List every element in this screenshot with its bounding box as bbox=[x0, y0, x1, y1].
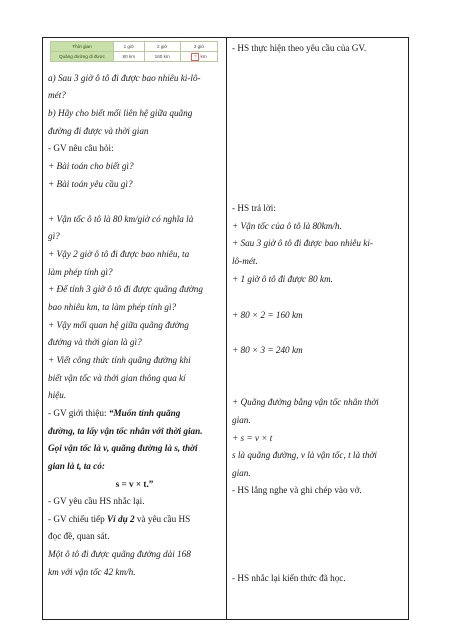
example-2-label: Ví dụ 2 bbox=[107, 514, 135, 524]
question-relation: + Vậy mối quan hệ giữa quãng đường bbox=[48, 320, 189, 330]
answer-3h-calc: + 80 × 3 = 240 km bbox=[232, 345, 303, 355]
answer-1h: + 1 giờ ô tô đi được 80 km. bbox=[232, 274, 333, 284]
gv-example-label: - GV chiếu tiếp bbox=[48, 514, 108, 524]
example-problem-line1: Một ô tô đi được quãng đường dài 168 bbox=[48, 549, 191, 559]
time-cell: 3 giờ bbox=[180, 42, 217, 52]
question-a-line1: a) Sau 3 giờ ô tô đi được bao nhiêu ki-lô- bbox=[48, 73, 201, 83]
unit-label: km bbox=[200, 53, 207, 59]
answer-3h-question-2: lô-mét. bbox=[232, 256, 258, 266]
rule-text-start: “Muốn tính quãng bbox=[108, 408, 181, 418]
question-a-line2: mét? bbox=[48, 90, 66, 100]
question-speed-meaning-2: gì? bbox=[48, 231, 60, 241]
rule-text-line3: Gọi vận tốc là v, quãng đường là s, thời bbox=[48, 443, 198, 453]
distance-row bbox=[51, 52, 218, 62]
question-given: + Bài toán cho biết gì? bbox=[48, 161, 134, 171]
time-cell: 1 giờ bbox=[114, 42, 145, 52]
answer-relation-2: gian. bbox=[232, 415, 251, 425]
time-distance-table bbox=[50, 41, 218, 62]
time-header: Thời gian bbox=[51, 42, 114, 52]
gv-intro-label: - GV giới thiệu: bbox=[48, 408, 109, 418]
hs-answer-label: - HS trả lời: bbox=[232, 203, 276, 213]
teacher-column bbox=[43, 38, 226, 619]
answer-relation: + Quãng đường bằng vận tốc nhân thời bbox=[232, 397, 379, 407]
gv-example-rest: và yêu cầu HS bbox=[134, 514, 191, 524]
formula-s-v-t: s = v × t.” bbox=[115, 479, 154, 489]
student-column bbox=[227, 38, 409, 619]
rule-text-line2: đường, ta lấy vận tốc nhân với thời gian. bbox=[48, 426, 203, 436]
question-3h-2: bao nhiêu km, ta làm phép tính gì? bbox=[48, 302, 177, 312]
question-asked: + Bài toán yêu cầu gì? bbox=[48, 179, 133, 189]
example-problem-line2: km với vận tốc 42 km/h. bbox=[48, 567, 136, 577]
hs-listen-note: - HS lắng nghe và ghi chép vào vở. bbox=[232, 485, 362, 495]
question-relation-2: đường và thời gian là gì? bbox=[48, 337, 142, 347]
hs-follow-gv: - HS thực hiện theo yêu cầu của GV. bbox=[232, 43, 367, 53]
question-formula-3: hiệu. bbox=[48, 390, 67, 400]
gv-repeat-request: - GV yêu cầu HS nhắc lại. bbox=[48, 496, 145, 506]
question-2h: + Vậy 2 giờ ô tô đi được bao nhiêu, ta bbox=[48, 249, 190, 259]
unknown-box: ? bbox=[191, 53, 199, 61]
rule-text-line4: gian là t, ta có: bbox=[48, 461, 105, 471]
time-cell: 2 giờ bbox=[144, 42, 180, 52]
gv-intro-line bbox=[48, 407, 222, 419]
question-formula-2: biết vận tốc và thời gian thông qua kí bbox=[48, 373, 186, 383]
answer-formula-explain: s là quãng đường, v là vận tốc, t là thời bbox=[232, 450, 377, 460]
question-2h-2: làm phép tính gì? bbox=[48, 267, 113, 277]
question-formula: + Viết công thức tính quãng đường khi bbox=[48, 355, 191, 365]
gv-example-line bbox=[48, 513, 222, 525]
gv-question-intro: - GV nêu câu hỏi: bbox=[48, 143, 114, 153]
distance-cell: 80 km bbox=[114, 52, 145, 62]
distance-cell bbox=[180, 52, 217, 62]
question-b-line2: đường đi được và thời gian bbox=[48, 126, 149, 136]
question-b-line1: b) Hãy cho biết mối liên hệ giữa quãng bbox=[48, 108, 193, 118]
time-row bbox=[51, 42, 218, 52]
answer-3h-question: + Sau 3 giờ ô tô đi được bao nhiêu ki- bbox=[232, 238, 373, 248]
distance-cell: 160 km bbox=[144, 52, 180, 62]
answer-speed: + Vận tốc của ô tô là 80km/h. bbox=[232, 221, 342, 231]
distance-header: Quãng đường đi được bbox=[51, 52, 114, 62]
answer-formula-explain-2: gian. bbox=[232, 468, 251, 478]
hs-recall: - HS nhắc lại kiến thức đã học. bbox=[232, 573, 346, 583]
gv-example-line2: đọc đề, quan sát. bbox=[48, 531, 110, 541]
answer-formula: + s = v × t bbox=[232, 433, 273, 443]
question-speed-meaning: + Vận tốc ô tô là 80 km/giờ có nghĩa là bbox=[48, 214, 194, 224]
lesson-table bbox=[42, 37, 409, 620]
question-3h: + Để tính 3 giờ ô tô đi được quãng đường bbox=[48, 284, 203, 294]
answer-2h-calc: + 80 × 2 = 160 km bbox=[232, 310, 303, 320]
